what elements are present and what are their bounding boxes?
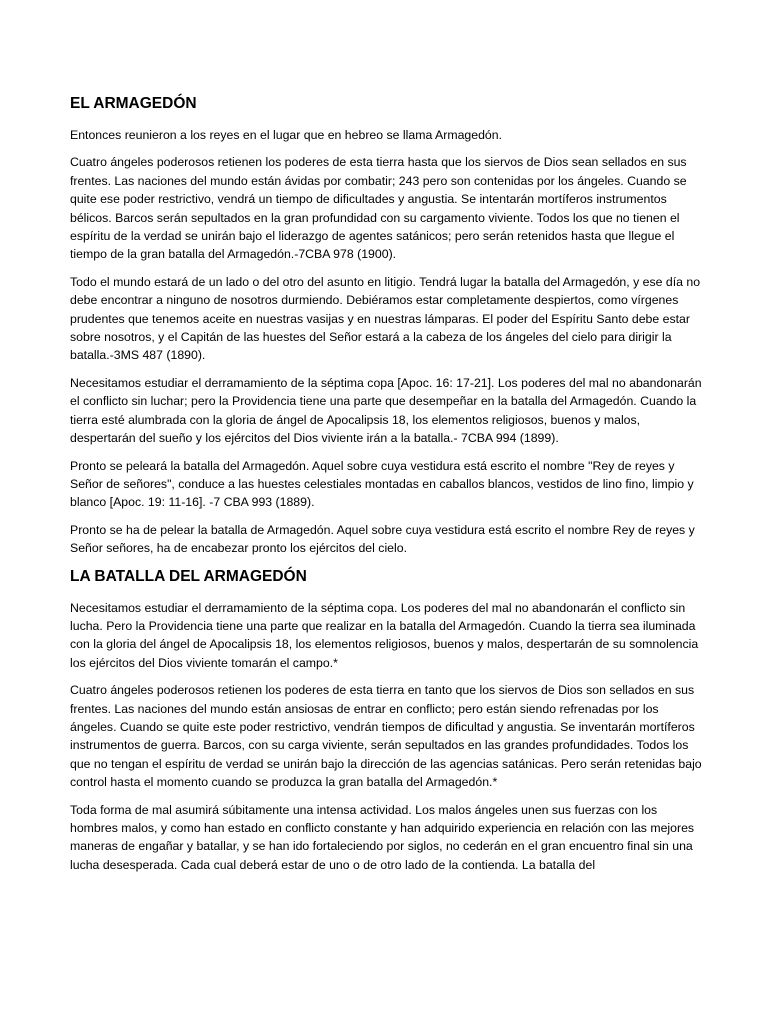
paragraph: Todo el mundo estará de un lado o del otro del asunto en litigio. Tendrá lugar la batalla del Armagedón, y ese día no debe encontrar a ninguno de nosotros durmiendo. Debiéramos estar completamente despiertos, como vírgenes prudentes que tenemos aceite en nuestras vasijas y en nuestras lámparas. El poder del Espíritu Santo debe estar sobre nosotros, y el Capitán de las huestes del Señor estará a la cabeza de los ángeles del cielo para dirigir la batalla.-3MS 487 (1890). bbox=[70, 274, 701, 363]
paragraph: Entonces reunieron a los reyes en el lugar que en hebreo se llama Armagedón. bbox=[70, 128, 503, 142]
paragraph: Pronto se ha de pelear la batalla de Armagedón. Aquel sobre cuya vestidura está escrito el nombre Rey de reyes y Señor señores, ha de encabezar pronto los ejércitos del cielo. bbox=[70, 522, 695, 556]
paragraph: Cuatro ángeles poderosos retienen los poderes de esta tierra en tanto que los siervos de Dios son sellados en sus frentes. Las naciones del mundo están ansiosas de entrar en conflicto; pero están siendo refrenadas por los ángeles. Cuando se quite este poder restrictivo, vendrán tiempos de dificultad y angustia. Se inventarán mortíferos instrumentos de guerra. Barcos, con su carga viviente, serán sepultados en las grandes profundidades. Todos los que no tengan el espíritu de verdad se unirán bajo la dirección de las agencias satánicas. Pero serán retenidas bajo control hasta el momento cuando se produzca la gran batalla del Armagedón.* bbox=[70, 683, 702, 790]
paragraph: Pronto se peleará la batalla del Armagedón. Aquel sobre cuya vestidura está escrito el nombre "Rey de reyes y Señor de señores", conduce a las huestes celestiales montadas en caballos blancos, vestidos de lino fino, limpio y blanco [Apoc. 19: 11-16]. -7 CBA 993 (1889). bbox=[70, 458, 694, 510]
paragraph: Toda forma de mal asumirá súbitamente una intensa actividad. Los malos ángeles unen sus fuerzas con los hombres malos, y como han estado en conflicto constante y han adquirido experiencia en relación con las mejores maneras de engañar y batallar, y se han ido fortaleciendo por siglos, no cederán en el gran encuentro final sin una lucha desesperada. Cada cual deberá estar de uno o de otro lado de la contienda. La batalla del bbox=[70, 802, 695, 872]
paragraph: Necesitamos estudiar el derramamiento de la séptima copa [Apoc. 16: 17-21]. Los poderes del mal no abandonarán el conflicto sin luchar; pero la Providencia tiene una parte que desempeñar en la batalla del Armagedón. Cuando la tierra esté alumbrada con la gloria de ángel de Apocalipsis 18, los elementos religiosos, buenos y malos, despertarán del sueño y los ejércitos del Dios viviente irán a la batalla.- 7CBA 994 (1899). bbox=[70, 375, 702, 446]
section-title-batalla: LA BATALLA DEL ARMAGEDÓN bbox=[70, 567, 307, 585]
section-title-armagedon: EL ARMAGEDÓN bbox=[70, 95, 197, 112]
paragraph: Cuatro ángeles poderosos retienen los poderes de esta tierra hasta que los siervos de Dios sean sellados en sus frentes. Las naciones del mundo están ávidas por combatir; 243 pero son contenidas por los ángeles. Cuando se quite ese poder restrictivo, vendrá un tiempo de dificultades y angustia. Se intentarán mortíferos instrumentos bélicos. Barcos serán sepultados en la gran profundidad con su cargamento viviente. Todos los que no tienen el espíritu de la verdad se unirán bajo el liderazgo de agentes satánicos; pero serán retenidos hasta que llegue el tiempo de la gran batalla del Armagedón.-7CBA 978 (1900). bbox=[70, 155, 687, 262]
paragraph: Necesitamos estudiar el derramamiento de la séptima copa. Los poderes del mal no abandonarán el conflicto sin lucha. Pero la Providencia tiene una parte que realizar en la batalla del Armagedón. Cuando la tierra sea iluminada con la gloria del ángel de Apocalipsis 18, los elementos religiosos, buenos y malos, despertarán de su somnolencia los ejércitos del Dios viviente tomarán el campo.* bbox=[70, 600, 699, 670]
